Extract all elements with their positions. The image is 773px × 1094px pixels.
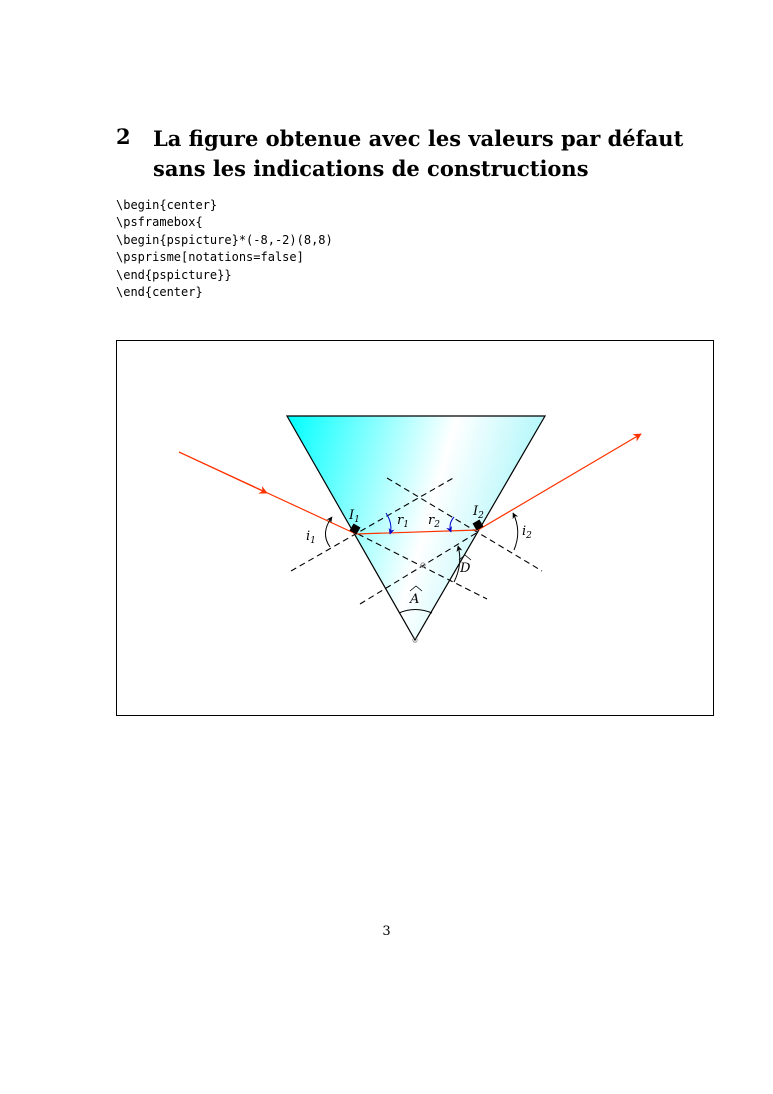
incident-ray-arrow [179,452,267,493]
label-deviation-d: D [460,561,471,576]
code-line: \end{pspicture}} [116,267,232,282]
angle-i1-arc [325,517,332,547]
page-number: 3 [382,924,391,939]
section-number: 2 [116,124,131,149]
code-line: \psframebox{ [116,215,203,230]
angle-i2-arc [513,513,518,550]
label-apex-a: A [410,592,420,607]
code-line: \end{center} [116,285,203,300]
label-i2-angle: $i_2$ [522,524,532,541]
code-line: \begin{center} [116,198,218,212]
code-line: \psprisme[notations=false] [116,250,304,265]
label-i1-angle: $i_1$ [306,529,316,546]
label-i1-point: $I_1$ [349,508,360,525]
label-r2: $r_2$ [428,513,440,530]
section-title: La figure obtenue avec les valeurs par défaut sans les indications de constructions [153,126,684,181]
prism-diagram [117,341,713,715]
label-r1: $r_1$ [397,513,409,530]
label-i2-point: $I_2$ [473,504,484,521]
code-block [116,197,333,301]
code-line: \begin{pspicture}*(-8,-2)(8,8) [116,232,333,247]
prism-figure-frame [116,340,714,716]
